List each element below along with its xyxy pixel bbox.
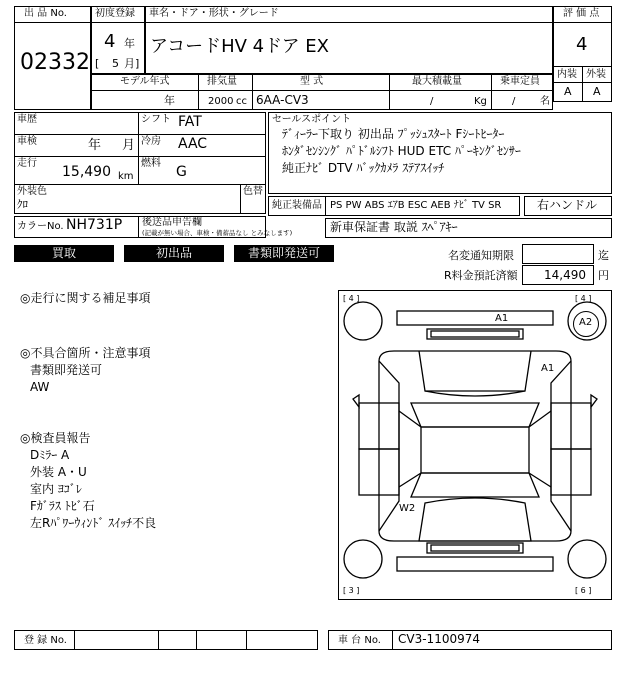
color-change-label: 色替 <box>243 186 263 197</box>
equipment-list: PS PW ABS ｴｱB ESC AEB ﾅﾋﾞ TV SR <box>330 200 502 211</box>
defect-note: 書類即発送可 <box>30 363 103 377</box>
ac-label: 冷房 <box>141 136 161 147</box>
steering: 右ハンドル <box>537 198 598 212</box>
color-no: NH731P <box>66 217 123 233</box>
inspector-note: 室内 ﾖｺﾞﾚ <box>30 482 82 496</box>
inspector-report-title: ◎検査員報告 <box>20 431 91 445</box>
badge-first-listing: 初出品 <box>124 245 224 262</box>
exterior-color-label: 外装色 <box>17 186 47 197</box>
recycle-fee: 14,490 <box>544 268 586 282</box>
inspector-note: 左Rﾊﾟﾜｰｳｨﾝﾄﾞ ｽｲｯﾁ不良 <box>30 516 157 530</box>
max-load-label: 最大積載量 <box>412 76 462 87</box>
color-no-label: カラーNo. <box>17 221 64 232</box>
sales-point-line-2: ﾎﾝﾀﾞｾﾝｼﾝｸﾞ ﾊﾟﾄﾞﾙｼﾌﾄ HUD ETC ﾊﾟｰｷﾝｸﾞｾﾝｻｰ <box>282 144 521 158</box>
driving-notes-title: ◎走行に関する補足事項 <box>20 291 151 305</box>
corner-label-front-right: [ 4 ] <box>575 294 592 303</box>
exterior-grade: A <box>593 85 601 98</box>
car-outline-diagram <box>339 291 611 599</box>
shift-label: シフト <box>141 114 171 125</box>
equipment-label: 純正装備品 <box>272 200 322 211</box>
inspector-note: 外装 A・U <box>30 465 87 479</box>
damage-mark-a1-side: A1 <box>541 363 555 374</box>
damage-mark-w2: W2 <box>399 503 416 514</box>
defect-note: AW <box>30 380 50 394</box>
interior-grade: A <box>564 85 572 98</box>
chassis-no-label: 車 台 No. <box>338 635 381 646</box>
inspector-note: Dﾐﾗｰ A <box>30 448 70 462</box>
grade-label: 評 価 点 <box>563 8 600 19</box>
name-change-deadline-label: 名変通知期限 <box>448 249 514 262</box>
post-sale-note: (記載が無い場合、車検・備蓄品なし とみなします) <box>142 229 293 237</box>
displacement: 2000 <box>208 96 234 107</box>
lot-number-label: 出 品 No. <box>24 8 67 19</box>
exterior-color: ｸﾛ <box>17 198 28 211</box>
corner-label-rear-right: [ 6 ] <box>575 586 592 595</box>
capacity-label: 乗車定員 <box>500 76 540 87</box>
corner-label-front-left: [ 4 ] <box>343 294 360 303</box>
sales-point-line-1: ﾃﾞｨｰﾗｰ下取り 初出品 ﾌﾟｯｼｭｽﾀｰﾄ Fｼｰﾄﾋｰﾀｰ <box>282 127 505 141</box>
notes-section <box>20 290 150 307</box>
first-registration-label: 初度登録 <box>95 8 135 19</box>
model-label: 型 式 <box>300 76 324 87</box>
sales-points-label: セールスポイント <box>272 114 352 125</box>
car-name: アコードHV 4ドア EX <box>150 36 330 57</box>
mileage: 15,490 <box>62 164 111 180</box>
car-name-label: 車名・ドア・形状・グレード <box>149 8 279 19</box>
corner-label-rear-left: [ 3 ] <box>343 586 360 595</box>
lot-number: 02332 <box>20 50 90 75</box>
fuel: G <box>176 164 187 180</box>
damage-mark-a2: A2 <box>579 317 593 328</box>
shift: FAT <box>178 114 202 130</box>
first-registration-month: 5 <box>112 57 119 70</box>
defect-notes-title: ◎不具合箇所・注意事項 <box>20 346 151 360</box>
first-registration-year: 4 <box>104 31 116 52</box>
damage-mark-a1-front: A1 <box>495 313 509 324</box>
interior-grade-label: 内装 <box>557 69 577 80</box>
warranty-line: 新車保証書 取説 ｽﾍﾟｱｷｰ <box>330 220 458 234</box>
model-year-label: モデル年式 <box>120 76 170 87</box>
badge-buyout: 買取 <box>14 245 114 262</box>
badge-docs-ready: 書類即発送可 <box>234 245 334 262</box>
mileage-label: 走行 <box>17 158 37 169</box>
chassis-no: CV3-1100974 <box>398 632 480 646</box>
displacement-label: 排気量 <box>207 76 237 87</box>
recycle-fee-label: R料金預託済額 <box>444 269 518 282</box>
history-label: 車歴 <box>17 114 37 125</box>
overall-grade: 4 <box>576 34 588 55</box>
exterior-grade-label: 外装 <box>586 69 606 80</box>
inspection-label: 車検 <box>17 136 37 147</box>
ac: AAC <box>178 136 208 152</box>
details-box <box>14 112 266 214</box>
sales-point-line-3: 純正ﾅﾋﾞ DTV ﾊﾞｯｸｶﾒﾗ ｽﾃｱｽｲｯﾁ <box>282 161 445 175</box>
registration-no-label: 登 録 No. <box>24 635 67 646</box>
post-sale-label: 後送品申告欄 <box>142 217 202 228</box>
fuel-label: 燃料 <box>141 158 161 169</box>
damage-diagram <box>338 290 612 600</box>
model-code: 6AA-CV3 <box>256 93 309 107</box>
inspector-note: Fｶﾞﾗｽ ﾄﾋﾞ石 <box>30 499 95 513</box>
name-change-deadline-box <box>522 244 594 264</box>
